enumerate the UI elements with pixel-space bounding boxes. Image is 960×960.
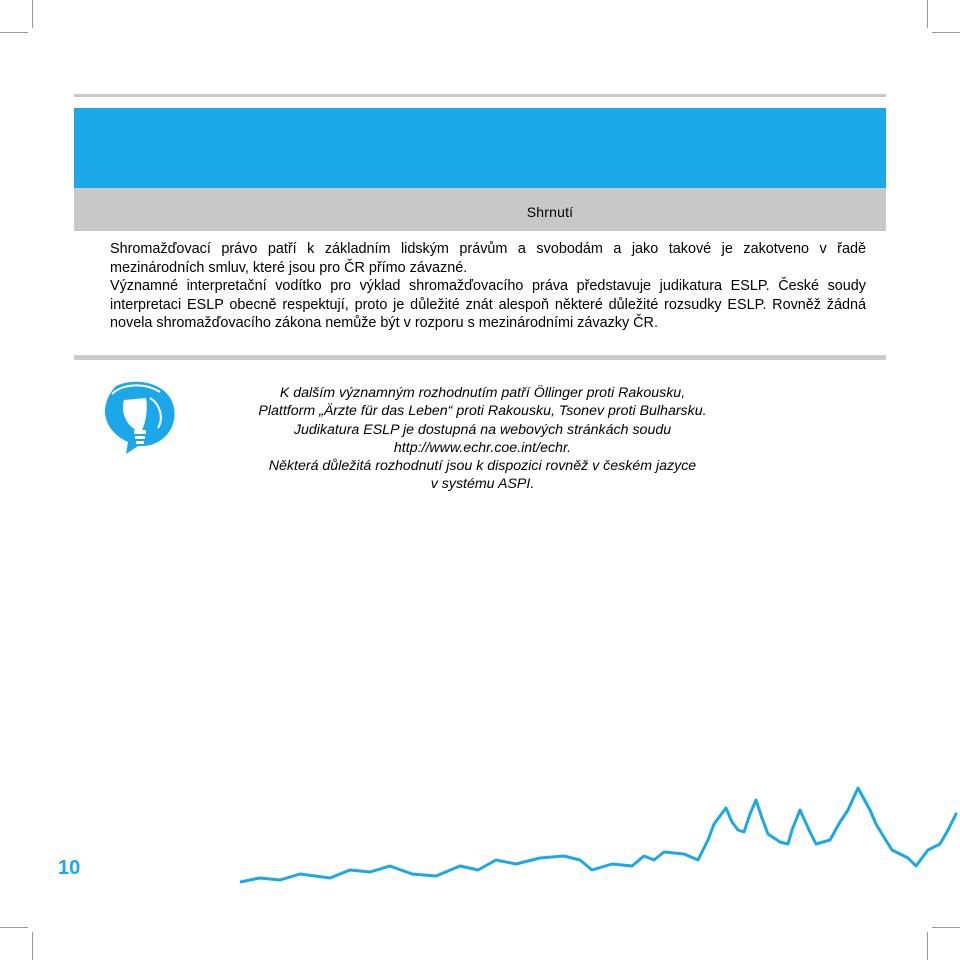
section-title: Shrnutí [526, 204, 574, 220]
crop-mark [927, 0, 928, 28]
section-bar [74, 188, 886, 231]
summary-text [110, 240, 866, 333]
crop-mark [32, 932, 33, 960]
crop-mark [932, 32, 960, 33]
header-band [74, 108, 886, 188]
note-text [210, 384, 755, 494]
crop-mark [32, 0, 33, 28]
summary-paragraph: Významné interpretační vodítko pro výklad shromažďovacího práva představuje judikatura ESLP. České soudy interpretaci ESLP obecně respektují, proto je důležité znát alespoň některé důležité rozsudky ESLP. Rovněž žádná novela shromažďovacího zákona nemůže být v rozporu s mezinárodními závazky ČR. [110, 278, 866, 331]
note-line: v systému ASPI. [430, 476, 535, 493]
crop-mark [0, 927, 28, 928]
note-line: Plattform „Ärzte für das Leben“ proti Rakousku, Tsonev proti Bulharsku. [258, 403, 707, 420]
note-line: K dalším významným rozhodnutím patří Öllinger proti Rakousku, [279, 385, 686, 401]
note-line: Některá důležitá rozhodnutí jsou k dispozici rovněž v českém jazyce [268, 458, 697, 475]
crop-mark [927, 932, 928, 960]
lightbulb-icon [98, 378, 182, 458]
crop-mark [0, 32, 28, 33]
bottom-rule [74, 355, 886, 360]
page-number: 10 [58, 857, 81, 879]
crop-mark [932, 927, 960, 928]
summary-paragraph: Shromažďovací právo patří k základním lidským právům a svobodám a jako takové je zakotveno v řadě mezinárodních smluv, které jsou pro ČR přímo závazné. [110, 241, 866, 276]
city-skyline-illustration [240, 770, 960, 920]
note-link[interactable]: http://www.echr.coe.int/echr. [393, 439, 572, 456]
top-rule [74, 94, 886, 97]
note-line: Judikatura ESLP je dostupná na webových stránkách soudu [293, 421, 672, 438]
